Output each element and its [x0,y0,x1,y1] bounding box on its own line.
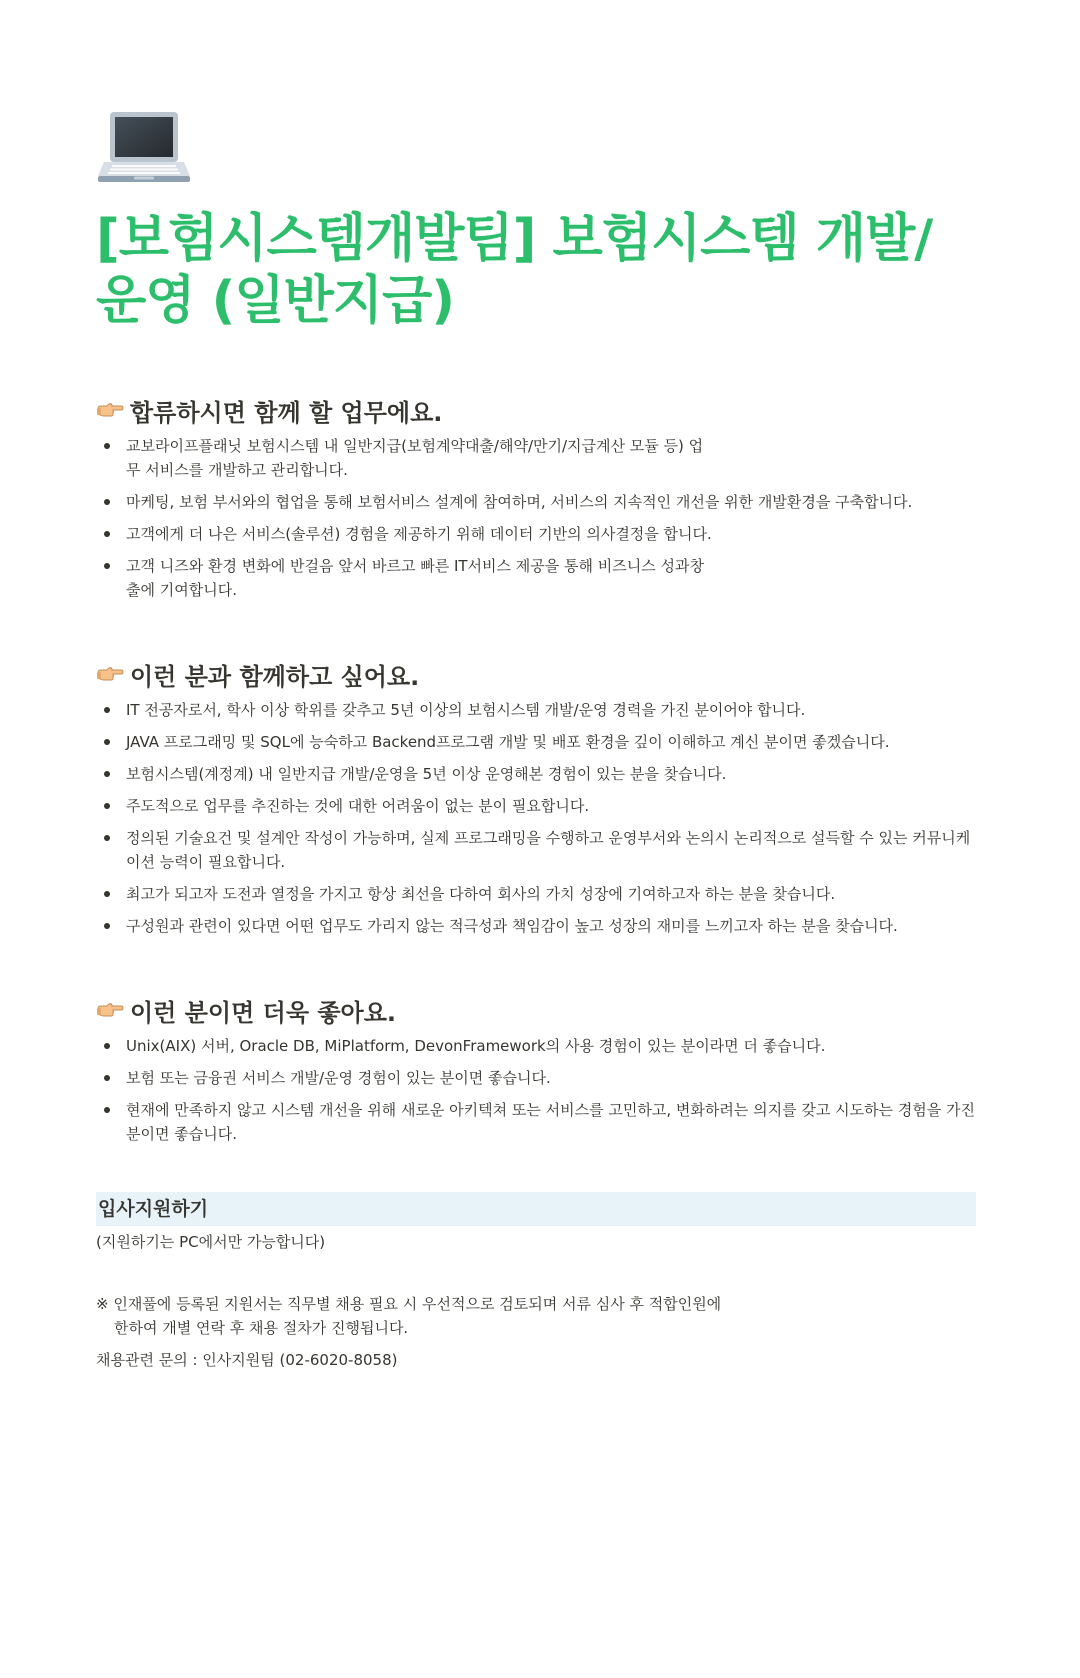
list-item [96,730,984,754]
pointing-hand-icon [96,664,124,684]
list-item-text: IT 전공자로서, 학사 이상 학위를 갖추고 5년 이상의 보험시스템 개발/운영 경력을 가진 분이어야 합니다. [126,701,806,719]
bullet-dot [104,923,110,929]
list-item [96,914,984,938]
list-item [96,826,984,874]
bullet-dot [104,891,110,897]
bullet-dot [104,1107,110,1113]
list-item-text: 주도적으로 업무를 추진하는 것에 대한 어려움이 없는 분이 필요합니다. [126,797,590,815]
section-responsibilities [96,392,984,602]
section-heading-text: 이런 분과 함께하고 싶어요. [130,662,420,691]
bullet-dot [104,1075,110,1081]
list-item-text: 교보라이프플래닛 보험시스템 내 일반지급(보험계약대출/해약/만기/지급계산 모듈 등) 업무 서비스를 개발하고 관리합니다. [126,437,704,479]
list-item [96,698,984,722]
bullet-dot [104,531,110,537]
bullet-list [96,698,984,938]
apply-heading: 입사지원하기 [96,1192,976,1226]
bullet-dot [104,499,110,505]
bullet-dot [104,443,110,449]
laptop-icon [96,110,192,186]
bullet-dot [104,739,110,745]
notice-line-1: ※ 인재풀에 등록된 지원서는 직무별 채용 필요 시 우선적으로 검토되며 서류 심사 후 적합인원에 [96,1295,722,1313]
apply-note: (지원하기는 PC에서만 가능합니다) [96,1233,326,1251]
list-item [96,1066,984,1090]
contact-info: 채용관련 문의 : 인사지원팀 (02-6020-8058) [96,1351,398,1369]
list-item [96,434,706,482]
pointing-hand-icon [96,400,124,420]
section-apply [96,1192,984,1372]
list-item [96,522,984,546]
section-heading-text: 합류하시면 함께 할 업무에요. [130,398,443,427]
list-item [96,490,984,514]
section-preferred [96,992,984,1146]
list-item-text: 보험 또는 금융권 서비스 개발/운영 경험이 있는 분이면 좋습니다. [126,1069,551,1087]
list-item-text: 최고가 되고자 도전과 열정을 가지고 항상 최선을 다하여 회사의 가치 성장에 기여하고자 하는 분을 찾습니다. [126,885,836,903]
section-heading [96,392,984,428]
list-item [96,1098,984,1146]
list-item-text: 보험시스템(계정계) 내 일반지급 개발/운영을 5년 이상 운영해본 경험이 있는 분을 찾습니다. [126,765,727,783]
section-heading-text: 이런 분이면 더욱 좋아요. [130,998,397,1027]
bullet-dot [104,563,110,569]
bullet-list [96,434,984,602]
list-item-text: 현재에 만족하지 않고 시스템 개선을 위해 새로운 아키텍쳐 또는 서비스를 고민하고, 변화하려는 의지를 갖고 시도하는 경험을 가진 분이면 좋습니다. [126,1101,976,1143]
list-item-text: 고객 니즈와 환경 변화에 반걸음 앞서 바르고 빠른 IT서비스 제공을 통해 비즈니스 성과창출에 기여합니다. [126,557,704,599]
list-item [96,1034,984,1058]
bullet-dot [104,1043,110,1049]
list-item-text: JAVA 프로그래밍 및 SQL에 능숙하고 Backend프로그램 개발 및 배포 환경을 깊이 이해하고 계신 분이면 좋겠습니다. [126,733,890,751]
list-item-text: 마케팅, 보험 부서와의 협업을 통해 보험서비스 설계에 참여하며, 서비스의 지속적인 개선을 위한 개발환경을 구축합니다. [126,493,913,511]
bullet-dot [104,835,110,841]
section-heading [96,992,984,1028]
list-item-text: Unix(AIX) 서버, Oracle DB, MiPlatform, DevonFramework의 사용 경험이 있는 분이라면 더 좋습니다. [126,1037,826,1055]
bullet-dot [104,707,110,713]
list-item-text: 구성원과 관련이 있다면 어떤 업무도 가리지 않는 적극성과 책임감이 높고 성장의 재미를 느끼고자 하는 분을 찾습니다. [126,917,898,935]
list-item [96,762,984,786]
bullet-list [96,1034,984,1146]
page-title: [보험시스템개발팀] 보험시스템 개발/운영 (일반지급) [96,209,933,331]
section-heading [96,656,984,692]
list-item [96,554,716,602]
list-item-text: 정의된 기술요건 및 설계안 작성이 가능하며, 실제 프로그래밍을 수행하고 운영부서와 논의시 논리적으로 설득할 수 있는 커뮤니케이션 능력이 필요합니다. [126,829,971,871]
list-item-text: 고객에게 더 나은 서비스(솔루션) 경험을 제공하기 위해 데이터 기반의 의사결정을 합니다. [126,525,712,543]
list-item [96,882,984,906]
list-item [96,794,984,818]
pointing-hand-icon [96,1000,124,1020]
bullet-dot [104,803,110,809]
section-requirements [96,656,984,938]
notice-line-2: 한하여 개별 연락 후 채용 절차가 진행됩니다. [114,1319,409,1337]
bullet-dot [104,771,110,777]
